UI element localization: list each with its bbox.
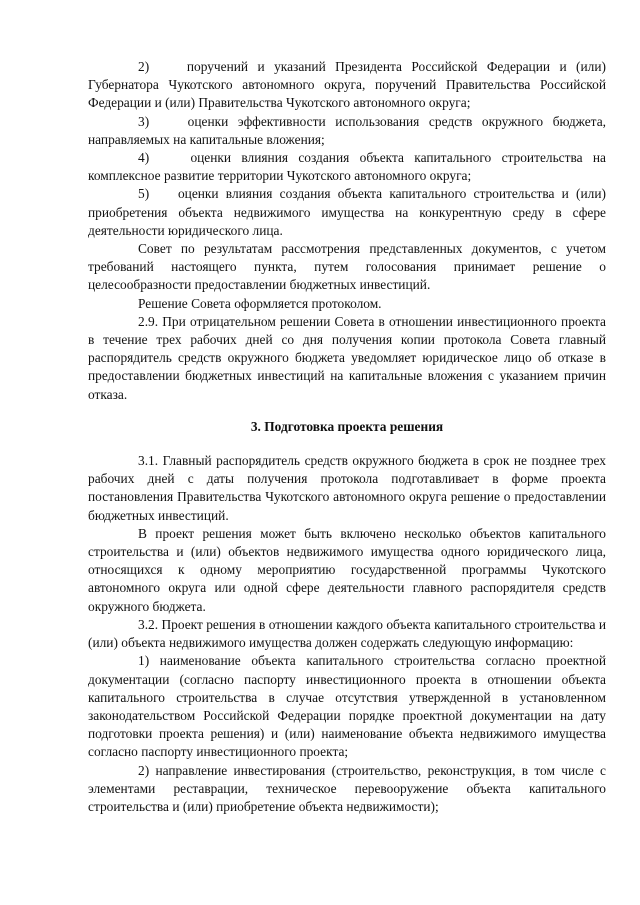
paragraph-3-1: 3.1. Главный распорядитель средств окружного бюджета в срок не позднее трех рабочих дней с даты получения протокола подготавливает в форме проекта постановления Правительства Чукотского автономного округа решение о предоставлении бюджетных инвестиций. bbox=[88, 453, 606, 523]
paragraph-council-protocol: Решение Совета оформляется протоколом. bbox=[138, 295, 382, 311]
paragraph-multiple-objects: В проект решения может быть включено несколько объектов капитального строительства и (или) объектов недвижимого имущества одного юридического лица, относящихся к одному мероприятию государственной программы Чукотского автономного округа или одной сфере деятельности главного распорядителя средств окружного бюджета. bbox=[88, 525, 606, 614]
paragraph-2-9: 2.9. При отрицательном решении Совета в отношении инвестиционного проекта в течение трех рабочих дней со дня получения копии протокола Совета главный распорядитель средств окружного бюджета уведомляет юридическое лицо об отказе в предоставлении бюджетных инвестиций на капитальные вложения с указанием причин отказа. bbox=[88, 313, 606, 402]
paragraph-3-2-item-1: 1) наименование объекта капитального строительства согласно проектной документации (согласно паспорту инвестиционного проекта в отношении объекта капитального строительства в случае отсутствия утвержденной в установленном законодательством Российской Федерации порядке проектной документации на дату подготовки проекта решения) и (или) наименование объекта недвижимого имущества согласно паспорту инвестиционного проекта; bbox=[88, 653, 606, 760]
paragraph-item-3: 3) оценки эффективности использования средств окружного бюджета, направляемых на капитальные вложения; bbox=[88, 113, 606, 147]
paragraph-3-2-item-2: 2) направление инвестирования (строительство, реконструкция, в том числе с элементами реставрации, техническое перевооружение объекта капитального строительства и (или) приобретение объекта недвижимости); bbox=[88, 762, 606, 814]
paragraph-council-voting: Совет по результатам рассмотрения представленных документов, с учетом требований настоящего пункта, путем голосования принимает решение о целесообразности предоставлении бюджетных инвестиций. bbox=[88, 241, 606, 293]
paragraph-3-2: 3.2. Проект решения в отношении каждого объекта капитального строительства и (или) объекта недвижимого имущества должен содержать следующую информацию: bbox=[88, 616, 606, 651]
paragraph-item-4: 4) оценки влияния создания объекта капитального строительства на комплексное развитие территории Чукотского автономного округа; bbox=[88, 150, 606, 184]
section-heading: 3. Подготовка проекта решения bbox=[250, 418, 444, 434]
paragraph-item-5: 5) оценки влияния создания объекта капитального строительства и (или) приобретения объекта недвижимого имущества на конкурентную среду в сфере деятельности юридического лица. bbox=[88, 186, 606, 238]
paragraph-item-2: 2) поручений и указаний Президента Российской Федерации и (или) Губернатора Чукотского автономного округа, поручений Правительства Российской Федерации и (или) Правительства Чукотского автономного округа; bbox=[88, 59, 606, 111]
document-page bbox=[88, 58, 606, 816]
